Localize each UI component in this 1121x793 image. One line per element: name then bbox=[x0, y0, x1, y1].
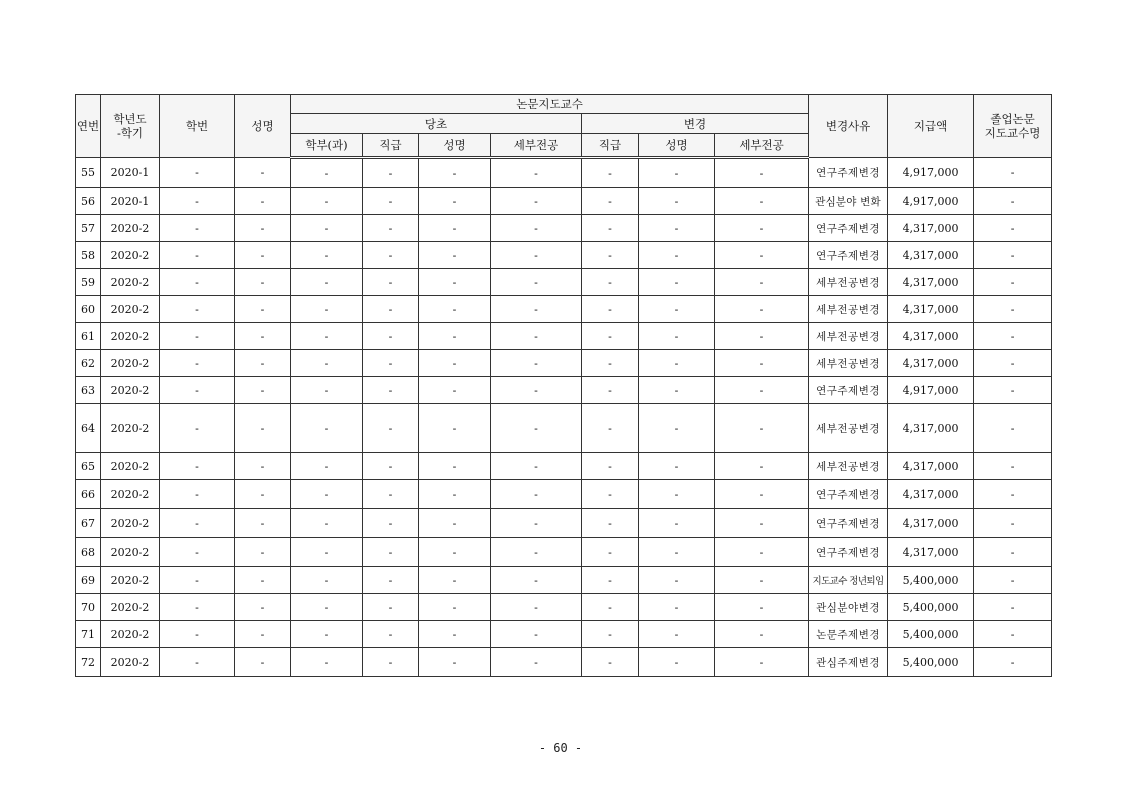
table-row bbox=[76, 296, 1052, 323]
row-major-changed: - bbox=[715, 215, 809, 242]
row-reason: 세부전공변경 bbox=[809, 350, 888, 377]
header-major-changed: 세부전공 bbox=[715, 134, 809, 158]
row-advisor-name: - bbox=[419, 377, 491, 404]
row-amount: 5,400,000 bbox=[888, 594, 974, 621]
header-department: 학부(과) bbox=[291, 134, 363, 158]
row-grad-advisor: - bbox=[974, 594, 1052, 621]
row-serial: 65 bbox=[76, 453, 101, 480]
table-row bbox=[76, 215, 1052, 242]
row-grad-advisor: - bbox=[974, 188, 1052, 215]
row-advisor-name-changed: - bbox=[639, 480, 715, 509]
row-major-changed: - bbox=[715, 158, 809, 188]
row-major: - bbox=[491, 350, 582, 377]
row-advisor-name-changed: - bbox=[639, 215, 715, 242]
header-major: 세부전공 bbox=[491, 134, 582, 158]
row-amount: 5,400,000 bbox=[888, 621, 974, 648]
row-term: 2020-2 bbox=[101, 350, 160, 377]
row-major-changed: - bbox=[715, 594, 809, 621]
row-reason: 관심분야변경 bbox=[809, 594, 888, 621]
row-rank: - bbox=[363, 404, 419, 453]
header-rank-changed: 직급 bbox=[582, 134, 639, 158]
row-major-changed: - bbox=[715, 296, 809, 323]
row-serial: 57 bbox=[76, 215, 101, 242]
row-term: 2020-2 bbox=[101, 594, 160, 621]
row-department: - bbox=[291, 453, 363, 480]
row-name: - bbox=[235, 648, 291, 677]
row-department: - bbox=[291, 158, 363, 188]
row-advisor-name-changed: - bbox=[639, 269, 715, 296]
row-amount: 4,317,000 bbox=[888, 538, 974, 567]
row-major-changed: - bbox=[715, 269, 809, 296]
table-row bbox=[76, 509, 1052, 538]
row-major: - bbox=[491, 404, 582, 453]
row-amount: 4,317,000 bbox=[888, 350, 974, 377]
row-grad-advisor: - bbox=[974, 480, 1052, 509]
row-student-id: - bbox=[160, 323, 235, 350]
row-department: - bbox=[291, 594, 363, 621]
row-term: 2020-1 bbox=[101, 158, 160, 188]
row-grad-advisor: - bbox=[974, 269, 1052, 296]
row-advisor-name: - bbox=[419, 323, 491, 350]
row-advisor-name: - bbox=[419, 404, 491, 453]
row-amount: 4,917,000 bbox=[888, 377, 974, 404]
table-row bbox=[76, 158, 1052, 188]
row-student-id: - bbox=[160, 567, 235, 594]
row-reason: 연구주제변경 bbox=[809, 538, 888, 567]
table-row bbox=[76, 188, 1052, 215]
row-reason: 연구주제변경 bbox=[809, 509, 888, 538]
row-rank-changed: - bbox=[582, 509, 639, 538]
row-term: 2020-2 bbox=[101, 648, 160, 677]
row-major: - bbox=[491, 538, 582, 567]
row-amount: 4,317,000 bbox=[888, 269, 974, 296]
row-grad-advisor: - bbox=[974, 377, 1052, 404]
row-department: - bbox=[291, 296, 363, 323]
row-grad-advisor: - bbox=[974, 296, 1052, 323]
table-row bbox=[76, 453, 1052, 480]
row-major: - bbox=[491, 480, 582, 509]
row-amount: 4,917,000 bbox=[888, 188, 974, 215]
row-serial: 62 bbox=[76, 350, 101, 377]
row-amount: 5,400,000 bbox=[888, 567, 974, 594]
row-major-changed: - bbox=[715, 480, 809, 509]
row-advisor-name: - bbox=[419, 269, 491, 296]
table-row bbox=[76, 538, 1052, 567]
row-rank: - bbox=[363, 215, 419, 242]
row-department: - bbox=[291, 648, 363, 677]
row-reason: 세부전공변경 bbox=[809, 323, 888, 350]
row-amount: 4,317,000 bbox=[888, 509, 974, 538]
header-original: 당초 bbox=[291, 114, 582, 134]
row-major: - bbox=[491, 594, 582, 621]
row-grad-advisor: - bbox=[974, 215, 1052, 242]
row-name: - bbox=[235, 215, 291, 242]
row-term: 2020-2 bbox=[101, 453, 160, 480]
row-serial: 70 bbox=[76, 594, 101, 621]
row-rank-changed: - bbox=[582, 648, 639, 677]
row-name: - bbox=[235, 269, 291, 296]
table-row bbox=[76, 648, 1052, 677]
row-student-id: - bbox=[160, 296, 235, 323]
row-major-changed: - bbox=[715, 188, 809, 215]
row-rank: - bbox=[363, 242, 419, 269]
row-department: - bbox=[291, 509, 363, 538]
row-major: - bbox=[491, 242, 582, 269]
row-rank-changed: - bbox=[582, 538, 639, 567]
header-advisor-name-changed: 성명 bbox=[639, 134, 715, 158]
row-major: - bbox=[491, 509, 582, 538]
row-advisor-name-changed: - bbox=[639, 621, 715, 648]
row-advisor-name: - bbox=[419, 242, 491, 269]
row-term: 2020-2 bbox=[101, 509, 160, 538]
row-major-changed: - bbox=[715, 377, 809, 404]
table-row bbox=[76, 567, 1052, 594]
header-name: 성명 bbox=[235, 95, 291, 158]
row-advisor-name: - bbox=[419, 215, 491, 242]
row-student-id: - bbox=[160, 350, 235, 377]
row-rank-changed: - bbox=[582, 567, 639, 594]
row-reason: 연구주제변경 bbox=[809, 377, 888, 404]
row-advisor-name-changed: - bbox=[639, 242, 715, 269]
row-department: - bbox=[291, 377, 363, 404]
row-grad-advisor: - bbox=[974, 404, 1052, 453]
row-advisor-name-changed: - bbox=[639, 323, 715, 350]
row-term: 2020-2 bbox=[101, 242, 160, 269]
row-serial: 69 bbox=[76, 567, 101, 594]
row-name: - bbox=[235, 377, 291, 404]
row-major-changed: - bbox=[715, 323, 809, 350]
row-rank-changed: - bbox=[582, 404, 639, 453]
row-term: 2020-2 bbox=[101, 377, 160, 404]
row-name: - bbox=[235, 621, 291, 648]
row-advisor-name: - bbox=[419, 567, 491, 594]
row-serial: 64 bbox=[76, 404, 101, 453]
row-name: - bbox=[235, 567, 291, 594]
row-advisor-name-changed: - bbox=[639, 158, 715, 188]
row-name: - bbox=[235, 188, 291, 215]
row-rank-changed: - bbox=[582, 242, 639, 269]
row-advisor-name: - bbox=[419, 594, 491, 621]
row-reason: 관심분야 변화 bbox=[809, 188, 888, 215]
row-student-id: - bbox=[160, 621, 235, 648]
row-amount: 4,317,000 bbox=[888, 480, 974, 509]
row-rank-changed: - bbox=[582, 480, 639, 509]
row-department: - bbox=[291, 350, 363, 377]
row-name: - bbox=[235, 242, 291, 269]
row-grad-advisor: - bbox=[974, 323, 1052, 350]
row-major: - bbox=[491, 453, 582, 480]
row-name: - bbox=[235, 453, 291, 480]
row-advisor-name-changed: - bbox=[639, 567, 715, 594]
row-rank-changed: - bbox=[582, 188, 639, 215]
row-major: - bbox=[491, 215, 582, 242]
row-term: 2020-2 bbox=[101, 269, 160, 296]
row-reason: 세부전공변경 bbox=[809, 296, 888, 323]
row-name: - bbox=[235, 538, 291, 567]
row-name: - bbox=[235, 480, 291, 509]
row-major-changed: - bbox=[715, 621, 809, 648]
row-department: - bbox=[291, 269, 363, 296]
row-advisor-name: - bbox=[419, 453, 491, 480]
row-department: - bbox=[291, 567, 363, 594]
row-rank: - bbox=[363, 480, 419, 509]
row-term: 2020-2 bbox=[101, 621, 160, 648]
row-advisor-name: - bbox=[419, 188, 491, 215]
row-amount: 4,317,000 bbox=[888, 404, 974, 453]
table-body bbox=[76, 158, 1052, 677]
row-major-changed: - bbox=[715, 350, 809, 377]
row-amount: 4,317,000 bbox=[888, 453, 974, 480]
row-reason: 세부전공변경 bbox=[809, 404, 888, 453]
row-amount: 4,317,000 bbox=[888, 296, 974, 323]
row-department: - bbox=[291, 621, 363, 648]
row-rank: - bbox=[363, 621, 419, 648]
header-rank: 직급 bbox=[363, 134, 419, 158]
row-grad-advisor: - bbox=[974, 509, 1052, 538]
row-serial: 68 bbox=[76, 538, 101, 567]
row-name: - bbox=[235, 350, 291, 377]
row-major: - bbox=[491, 188, 582, 215]
row-name: - bbox=[235, 509, 291, 538]
row-term: 2020-2 bbox=[101, 480, 160, 509]
row-student-id: - bbox=[160, 648, 235, 677]
table-row bbox=[76, 621, 1052, 648]
row-major-changed: - bbox=[715, 404, 809, 453]
row-advisor-name: - bbox=[419, 480, 491, 509]
row-advisor-name: - bbox=[419, 648, 491, 677]
table-row bbox=[76, 242, 1052, 269]
row-department: - bbox=[291, 480, 363, 509]
table-row bbox=[76, 269, 1052, 296]
row-serial: 66 bbox=[76, 480, 101, 509]
row-advisor-name-changed: - bbox=[639, 648, 715, 677]
row-name: - bbox=[235, 158, 291, 188]
row-student-id: - bbox=[160, 480, 235, 509]
row-rank-changed: - bbox=[582, 594, 639, 621]
table-row bbox=[76, 323, 1052, 350]
row-major-changed: - bbox=[715, 538, 809, 567]
row-rank: - bbox=[363, 350, 419, 377]
row-term: 2020-2 bbox=[101, 215, 160, 242]
row-advisor-name: - bbox=[419, 350, 491, 377]
row-advisor-name-changed: - bbox=[639, 404, 715, 453]
row-term: 2020-2 bbox=[101, 567, 160, 594]
row-major-changed: - bbox=[715, 453, 809, 480]
header-advisor-group: 논문지도교수 bbox=[291, 95, 809, 114]
row-reason: 관심주제변경 bbox=[809, 648, 888, 677]
row-major: - bbox=[491, 269, 582, 296]
row-term: 2020-2 bbox=[101, 538, 160, 567]
row-reason: 연구주제변경 bbox=[809, 242, 888, 269]
row-major: - bbox=[491, 323, 582, 350]
row-major: - bbox=[491, 621, 582, 648]
row-student-id: - bbox=[160, 269, 235, 296]
row-student-id: - bbox=[160, 377, 235, 404]
row-name: - bbox=[235, 594, 291, 621]
header-reason: 변경사유 bbox=[809, 95, 888, 158]
row-department: - bbox=[291, 323, 363, 350]
row-major-changed: - bbox=[715, 242, 809, 269]
row-advisor-name-changed: - bbox=[639, 350, 715, 377]
row-serial: 67 bbox=[76, 509, 101, 538]
row-serial: 55 bbox=[76, 158, 101, 188]
row-advisor-name-changed: - bbox=[639, 594, 715, 621]
row-serial: 60 bbox=[76, 296, 101, 323]
row-advisor-name: - bbox=[419, 509, 491, 538]
row-serial: 59 bbox=[76, 269, 101, 296]
row-rank: - bbox=[363, 567, 419, 594]
row-department: - bbox=[291, 188, 363, 215]
row-advisor-name-changed: - bbox=[639, 453, 715, 480]
row-name: - bbox=[235, 323, 291, 350]
header-amount: 지급액 bbox=[888, 95, 974, 158]
row-rank: - bbox=[363, 269, 419, 296]
row-rank-changed: - bbox=[582, 269, 639, 296]
row-rank: - bbox=[363, 453, 419, 480]
row-department: - bbox=[291, 215, 363, 242]
row-serial: 63 bbox=[76, 377, 101, 404]
row-term: 2020-1 bbox=[101, 188, 160, 215]
row-student-id: - bbox=[160, 215, 235, 242]
row-advisor-name-changed: - bbox=[639, 377, 715, 404]
row-reason: 연구주제변경 bbox=[809, 480, 888, 509]
row-name: - bbox=[235, 404, 291, 453]
table-row bbox=[76, 594, 1052, 621]
row-rank: - bbox=[363, 648, 419, 677]
row-amount: 5,400,000 bbox=[888, 648, 974, 677]
row-major: - bbox=[491, 648, 582, 677]
row-term: 2020-2 bbox=[101, 323, 160, 350]
row-amount: 4,317,000 bbox=[888, 215, 974, 242]
row-rank: - bbox=[363, 594, 419, 621]
row-grad-advisor: - bbox=[974, 453, 1052, 480]
row-student-id: - bbox=[160, 594, 235, 621]
row-student-id: - bbox=[160, 538, 235, 567]
row-reason: 지도교수 정년퇴임 bbox=[809, 567, 888, 594]
row-advisor-name-changed: - bbox=[639, 188, 715, 215]
row-student-id: - bbox=[160, 188, 235, 215]
row-reason: 연구주제변경 bbox=[809, 215, 888, 242]
row-term: 2020-2 bbox=[101, 296, 160, 323]
row-major: - bbox=[491, 377, 582, 404]
row-advisor-name: - bbox=[419, 538, 491, 567]
row-advisor-name: - bbox=[419, 296, 491, 323]
row-serial: 61 bbox=[76, 323, 101, 350]
table-header bbox=[76, 95, 1052, 158]
header-changed: 변경 bbox=[582, 114, 809, 134]
row-serial: 72 bbox=[76, 648, 101, 677]
row-reason: 논문주제변경 bbox=[809, 621, 888, 648]
row-student-id: - bbox=[160, 404, 235, 453]
row-amount: 4,317,000 bbox=[888, 242, 974, 269]
advisor-change-table bbox=[75, 94, 1052, 677]
row-rank: - bbox=[363, 296, 419, 323]
row-grad-advisor: - bbox=[974, 158, 1052, 188]
row-grad-advisor: - bbox=[974, 621, 1052, 648]
row-serial: 56 bbox=[76, 188, 101, 215]
row-grad-advisor: - bbox=[974, 538, 1052, 567]
row-major-changed: - bbox=[715, 648, 809, 677]
row-reason: 연구주제변경 bbox=[809, 158, 888, 188]
table-row bbox=[76, 350, 1052, 377]
row-student-id: - bbox=[160, 242, 235, 269]
row-rank: - bbox=[363, 158, 419, 188]
row-rank-changed: - bbox=[582, 158, 639, 188]
header-advisor-name: 성명 bbox=[419, 134, 491, 158]
row-rank-changed: - bbox=[582, 377, 639, 404]
table-row bbox=[76, 480, 1052, 509]
row-major-changed: - bbox=[715, 567, 809, 594]
row-major-changed: - bbox=[715, 509, 809, 538]
row-student-id: - bbox=[160, 453, 235, 480]
row-grad-advisor: - bbox=[974, 567, 1052, 594]
row-grad-advisor: - bbox=[974, 242, 1052, 269]
header-student-id: 학번 bbox=[160, 95, 235, 158]
row-rank: - bbox=[363, 377, 419, 404]
row-student-id: - bbox=[160, 509, 235, 538]
row-major: - bbox=[491, 158, 582, 188]
row-department: - bbox=[291, 242, 363, 269]
row-rank-changed: - bbox=[582, 621, 639, 648]
header-serial: 연번 bbox=[76, 95, 101, 158]
row-department: - bbox=[291, 538, 363, 567]
row-name: - bbox=[235, 296, 291, 323]
row-advisor-name-changed: - bbox=[639, 296, 715, 323]
row-rank-changed: - bbox=[582, 215, 639, 242]
row-major: - bbox=[491, 296, 582, 323]
row-rank: - bbox=[363, 509, 419, 538]
header-grad-advisor: 졸업논문 지도교수명 bbox=[974, 95, 1052, 158]
row-amount: 4,917,000 bbox=[888, 158, 974, 188]
table-row bbox=[76, 404, 1052, 453]
row-serial: 58 bbox=[76, 242, 101, 269]
row-rank: - bbox=[363, 538, 419, 567]
row-term: 2020-2 bbox=[101, 404, 160, 453]
row-reason: 세부전공변경 bbox=[809, 453, 888, 480]
row-grad-advisor: - bbox=[974, 350, 1052, 377]
table-row bbox=[76, 377, 1052, 404]
row-serial: 71 bbox=[76, 621, 101, 648]
row-advisor-name: - bbox=[419, 158, 491, 188]
row-rank: - bbox=[363, 188, 419, 215]
row-major: - bbox=[491, 567, 582, 594]
row-department: - bbox=[291, 404, 363, 453]
row-advisor-name: - bbox=[419, 621, 491, 648]
row-rank: - bbox=[363, 323, 419, 350]
row-rank-changed: - bbox=[582, 323, 639, 350]
row-rank-changed: - bbox=[582, 296, 639, 323]
row-student-id: - bbox=[160, 158, 235, 188]
row-reason: 세부전공변경 bbox=[809, 269, 888, 296]
header-year-semester: 학년도 -학기 bbox=[101, 95, 160, 158]
row-rank-changed: - bbox=[582, 350, 639, 377]
row-advisor-name-changed: - bbox=[639, 538, 715, 567]
row-amount: 4,317,000 bbox=[888, 323, 974, 350]
page-number: - 60 - bbox=[538, 741, 583, 755]
row-rank-changed: - bbox=[582, 453, 639, 480]
row-advisor-name-changed: - bbox=[639, 509, 715, 538]
row-grad-advisor: - bbox=[974, 648, 1052, 677]
